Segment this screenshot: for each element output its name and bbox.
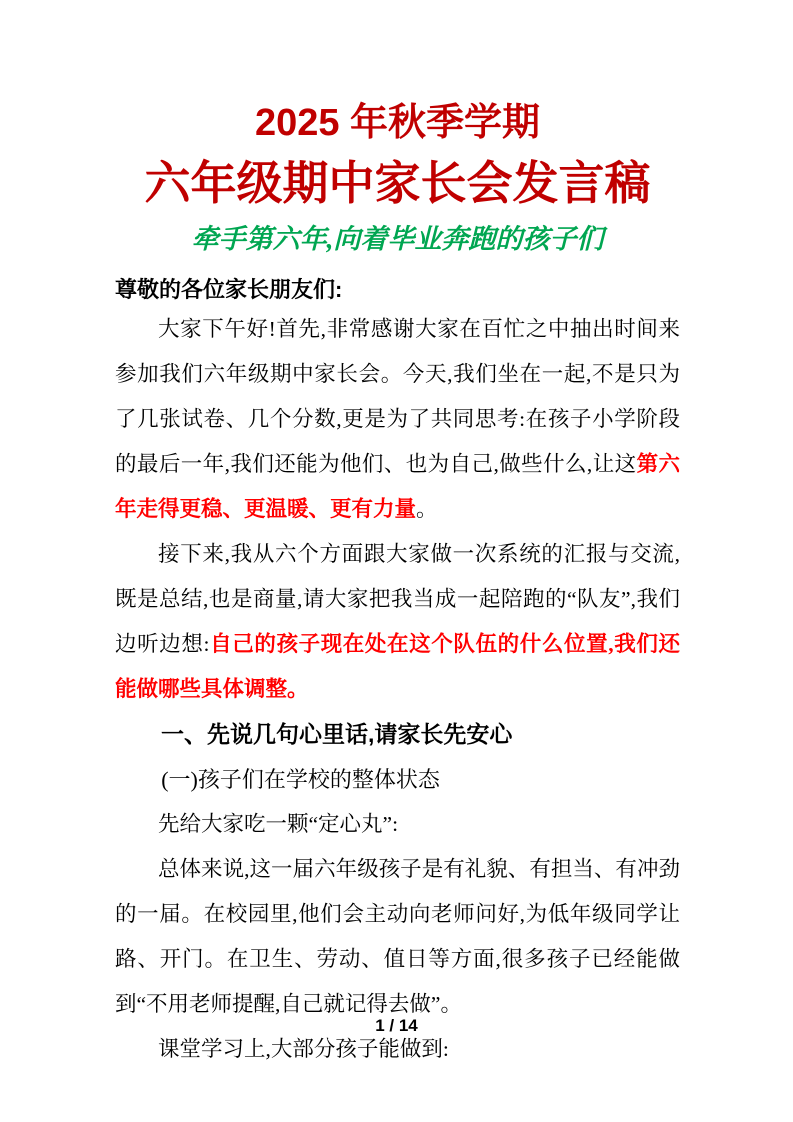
salutation: 尊敬的各位家长朋友们:	[115, 277, 343, 303]
subsection-heading-1: (一)孩子们在学校的整体状态	[161, 767, 440, 793]
body-paragraph-4: 课堂学习上,大部分孩子能做到:	[158, 1037, 449, 1062]
section-heading-1: 一、先说几句心里话,请家长先安心	[161, 721, 513, 748]
doc-subtitle: 牵手第六年,向着毕业奔跑的孩子们	[191, 223, 604, 254]
paragraph-run: 。	[416, 497, 438, 522]
paragraph-run-emphasis: 自己的孩子现在处在这个队伍的什么位置,我们还能做哪些具体调整。	[115, 632, 680, 702]
lead-line: 先给大家吃一颗“定心丸”:	[158, 812, 399, 837]
body-paragraph-3: 总体来说,这一届六年级孩子是有礼貌、有担当、有冲劲的一届。在校园里,他们会主动向老师问好,为低年级同学让路、开门。在卫生、劳动、值日等方面,很多孩子已经能做到“不用老师提醒,自己就记得去做”。	[115, 857, 680, 1017]
doc-title-line1: 2025 年秋季学期	[254, 102, 541, 144]
page-number: 1 / 14	[375, 1016, 418, 1035]
doc-title-line2: 六年级期中家长会发言稿	[144, 156, 651, 209]
paragraph-run: 大家下午好!首先,非常感谢大家在百忙之中抽出时间来参加我们六年级期中家长会。今天,我们坐在一起,不是只为了几张试卷、几个分数,更是为了共同思考:在孩子小学阶段的最后一年,我们还能为他们、也为自己,做些什么,让这	[115, 317, 680, 477]
body-paragraph-2	[115, 532, 680, 712]
paragraph-run: 接下来,我从六个方面跟大家做一次系统的汇报与交流,既是总结,也是商量,请大家把我当成一起陪跑的“队友”,我们边听边想:	[115, 542, 680, 657]
body-paragraph-1	[115, 307, 680, 532]
paragraph-run-emphasis: 第六年走得更稳、更温暖、更有力量	[115, 452, 680, 522]
